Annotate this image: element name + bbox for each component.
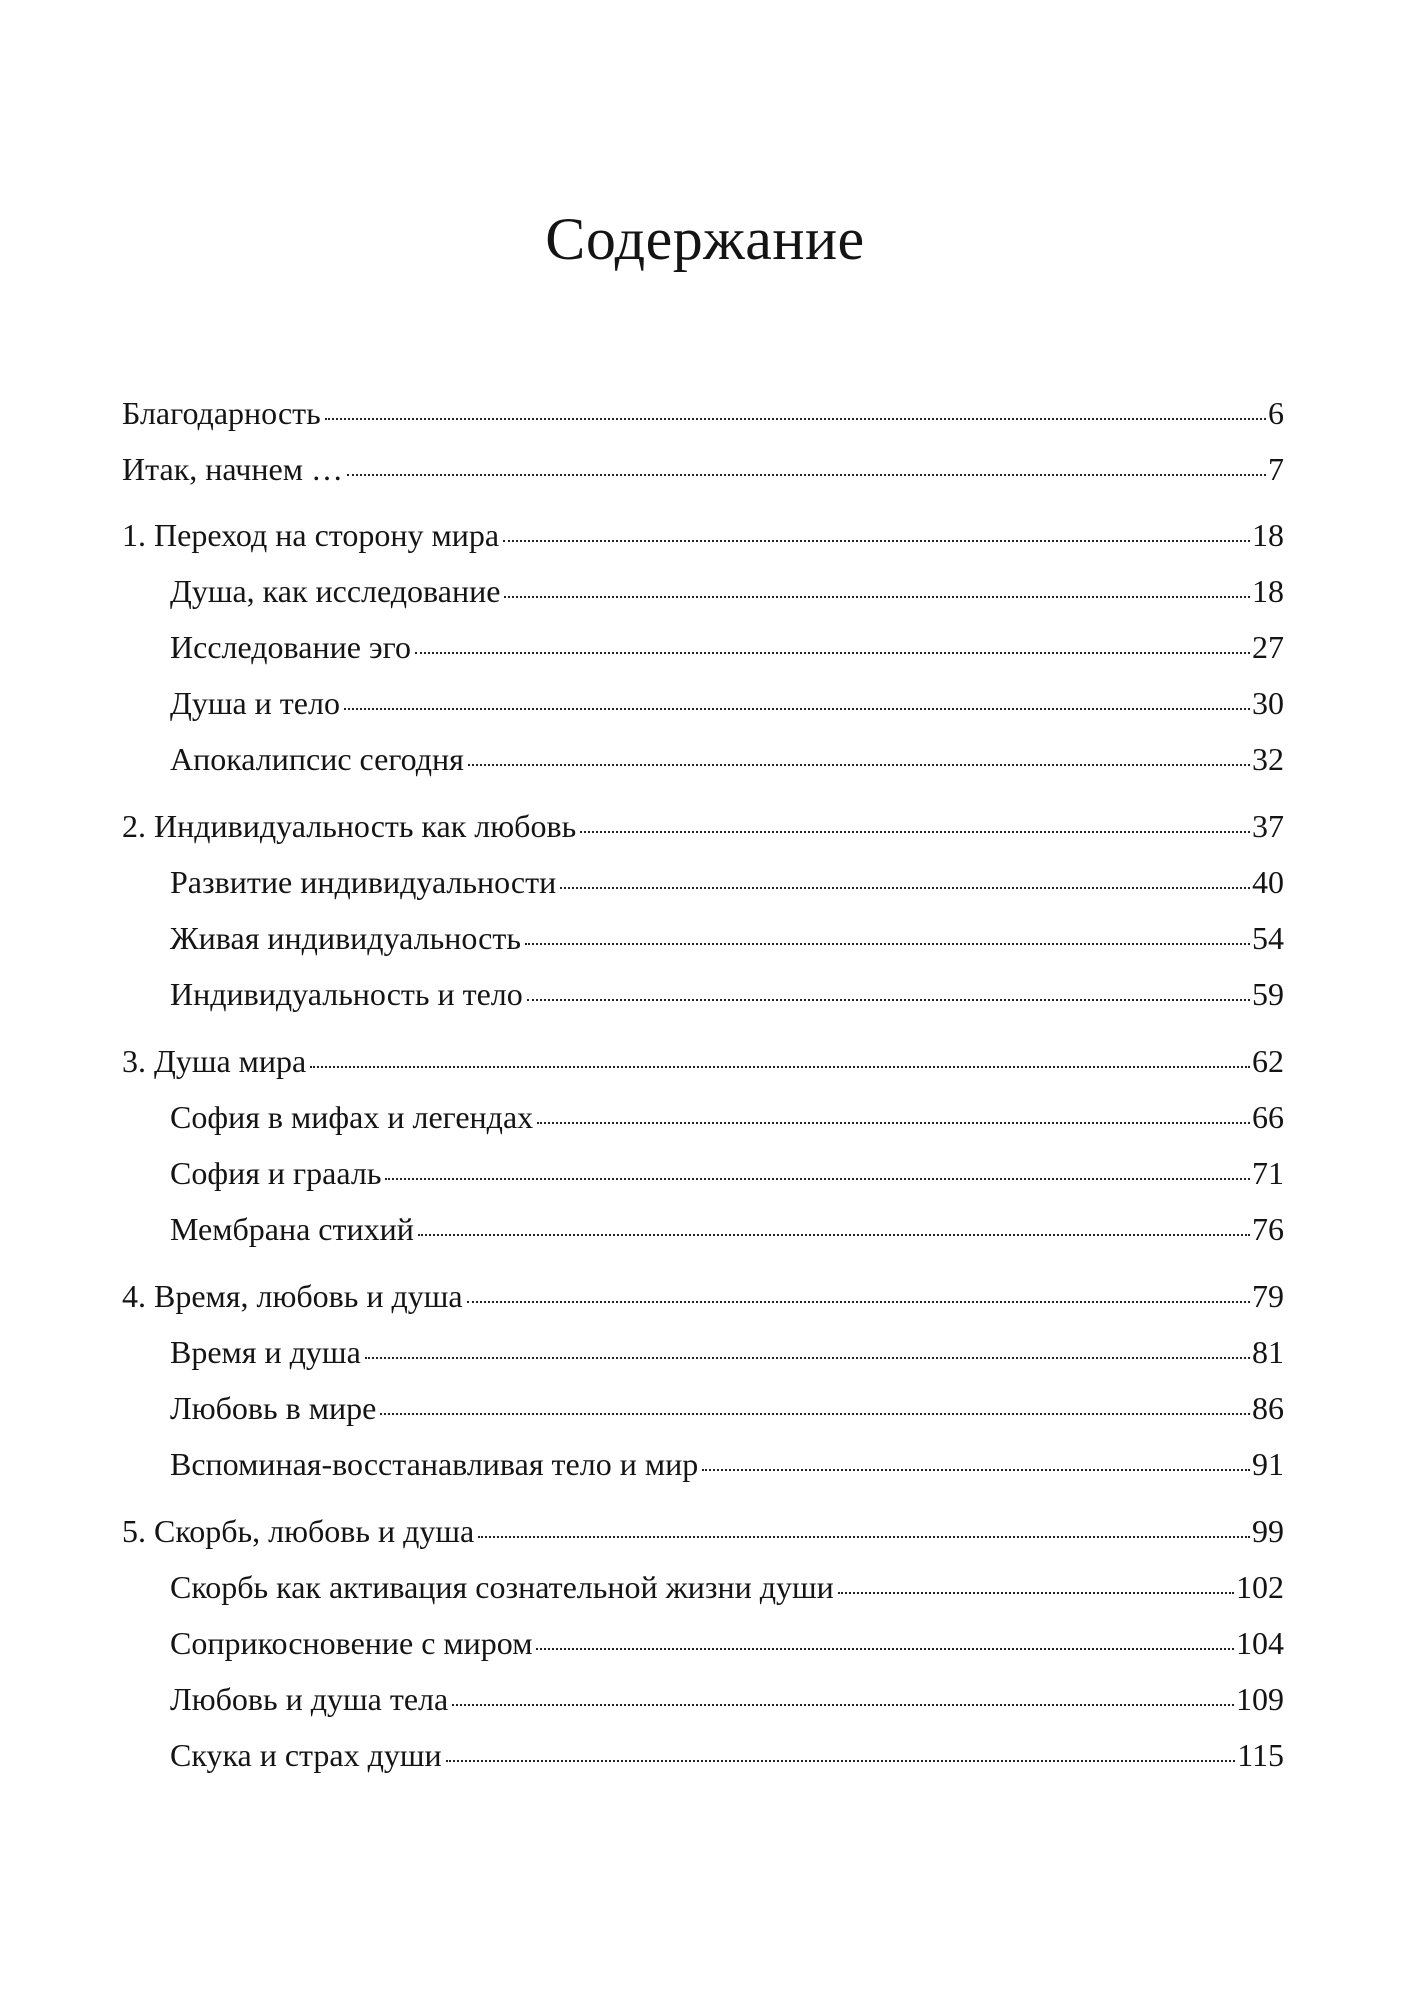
toc-chapter[interactable] — [122, 1271, 1284, 1321]
dot-leader — [415, 652, 1250, 654]
toc-entry-label: Итак, начнем … — [122, 451, 343, 487]
toc-entry-page: 91 — [1252, 1446, 1284, 1482]
toc-entry-page: 104 — [1236, 1625, 1284, 1661]
toc-chapter[interactable] — [122, 510, 1284, 560]
dot-leader — [504, 596, 1250, 598]
toc-entry-page: 32 — [1252, 741, 1284, 777]
toc-entry-label: София и грааль — [170, 1155, 382, 1191]
toc-entry-page: 115 — [1237, 1737, 1284, 1773]
toc-subentry[interactable] — [122, 1327, 1284, 1377]
toc-entry-label: Живая индивидуальность — [170, 920, 521, 956]
toc-entry-label: Мембрана стихий — [170, 1211, 414, 1247]
toc-chapter[interactable] — [122, 801, 1284, 851]
toc-entry-label: Развитие индивидуальности — [170, 864, 557, 900]
dot-leader — [580, 831, 1250, 833]
dot-leader — [325, 418, 1266, 420]
toc-entry-label: Душа и тело — [170, 685, 340, 721]
toc-subentry[interactable] — [122, 1148, 1284, 1198]
toc-entry[interactable] — [122, 388, 1284, 438]
toc-subentry[interactable] — [122, 1092, 1284, 1142]
toc-entry-page: 54 — [1252, 920, 1284, 956]
toc-entry-label: 1. Переход на сторону мира — [122, 517, 500, 553]
dot-leader — [452, 1704, 1234, 1706]
toc-entry-label: Любовь в мире — [170, 1390, 377, 1426]
toc-entry[interactable] — [122, 444, 1284, 494]
toc-subentry[interactable] — [122, 1562, 1284, 1612]
toc-entry-page: 109 — [1236, 1681, 1284, 1717]
dot-leader — [446, 1760, 1236, 1762]
toc-entry-page: 71 — [1252, 1155, 1284, 1191]
toc-entry-page: 76 — [1252, 1211, 1284, 1247]
dot-leader — [536, 1648, 1234, 1650]
toc-subentry[interactable] — [122, 857, 1284, 907]
toc-entry-label: Соприкосновение с миром — [170, 1625, 533, 1661]
toc-subentry[interactable] — [122, 1439, 1284, 1489]
toc-entry-page: 62 — [1252, 1043, 1284, 1079]
dot-leader — [838, 1592, 1234, 1594]
dot-leader — [467, 1301, 1250, 1303]
toc-subentry[interactable] — [122, 913, 1284, 963]
dot-leader — [380, 1413, 1250, 1415]
toc-entry-label: 2. Индивидуальность как любовь — [122, 808, 577, 844]
toc-entry-page: 27 — [1252, 629, 1284, 665]
toc-entry-label: Душа, как исследование — [170, 573, 501, 609]
toc-chapter[interactable] — [122, 1036, 1284, 1086]
toc-subentry[interactable] — [122, 1383, 1284, 1433]
toc-subentry[interactable] — [122, 734, 1284, 784]
dot-leader — [503, 540, 1250, 542]
toc-entry-label: Исследование эго — [170, 629, 411, 665]
toc-entry-label: София в мифах и легендах — [170, 1099, 534, 1135]
toc-entry-page: 7 — [1268, 451, 1284, 487]
toc-subentry[interactable] — [122, 566, 1284, 616]
dot-leader — [478, 1536, 1250, 1538]
dot-leader — [365, 1357, 1250, 1359]
toc-entry-page: 102 — [1236, 1569, 1284, 1605]
dot-leader — [525, 943, 1250, 945]
toc-entry-label: Скука и страх души — [170, 1737, 442, 1773]
toc-subentry[interactable] — [122, 1618, 1284, 1668]
dot-leader — [702, 1469, 1250, 1471]
toc-chapter[interactable] — [122, 1506, 1284, 1556]
toc-entry-page: 59 — [1252, 976, 1284, 1012]
toc-entry-label: 3. Душа мира — [122, 1043, 307, 1079]
toc-entry-page: 79 — [1252, 1278, 1284, 1314]
dot-leader — [385, 1178, 1250, 1180]
toc-subentry[interactable] — [122, 1204, 1284, 1254]
toc-entry-page: 30 — [1252, 685, 1284, 721]
toc-entry-label: Индивидуальность и тело — [170, 976, 523, 1012]
dot-leader — [344, 708, 1250, 710]
toc-entry-label: 4. Время, любовь и душа — [122, 1278, 463, 1314]
toc-entry-label: 5. Скорбь, любовь и душа — [122, 1513, 475, 1549]
toc-entry-label: Скорбь как активация сознательной жизни души — [170, 1569, 834, 1605]
toc-entry-label: Любовь и душа тела — [170, 1681, 449, 1717]
toc-entry-page: 18 — [1252, 517, 1284, 553]
toc-entry-page: 99 — [1252, 1513, 1284, 1549]
dot-leader — [468, 764, 1250, 766]
dot-leader — [310, 1066, 1250, 1068]
dot-leader — [560, 887, 1250, 889]
toc-subentry[interactable] — [122, 1730, 1284, 1780]
toc-entry-page: 81 — [1252, 1334, 1284, 1370]
toc-entry-label: Время и душа — [170, 1334, 361, 1370]
toc-entry-label: Вспоминая-восстанавливая тело и мир — [170, 1446, 699, 1482]
dot-leader — [527, 999, 1250, 1001]
dot-leader — [347, 474, 1266, 476]
dot-leader — [418, 1234, 1250, 1236]
toc-entry-page: 66 — [1252, 1099, 1284, 1135]
page-title: Содержание — [545, 206, 865, 272]
toc-subentry[interactable] — [122, 1674, 1284, 1724]
toc-entry-page: 40 — [1252, 864, 1284, 900]
toc-entry-page: 86 — [1252, 1390, 1284, 1426]
dot-leader — [537, 1122, 1250, 1124]
toc-subentry[interactable] — [122, 678, 1284, 728]
toc-entry-label: Апокалипсис сегодня — [170, 741, 464, 777]
toc-entry-page: 37 — [1252, 808, 1284, 844]
toc-entry-page: 6 — [1268, 395, 1284, 431]
toc-entry-label: Благодарность — [122, 395, 321, 431]
toc-subentry[interactable] — [122, 622, 1284, 672]
toc-subentry[interactable] — [122, 969, 1284, 1019]
toc-entry-page: 18 — [1252, 573, 1284, 609]
